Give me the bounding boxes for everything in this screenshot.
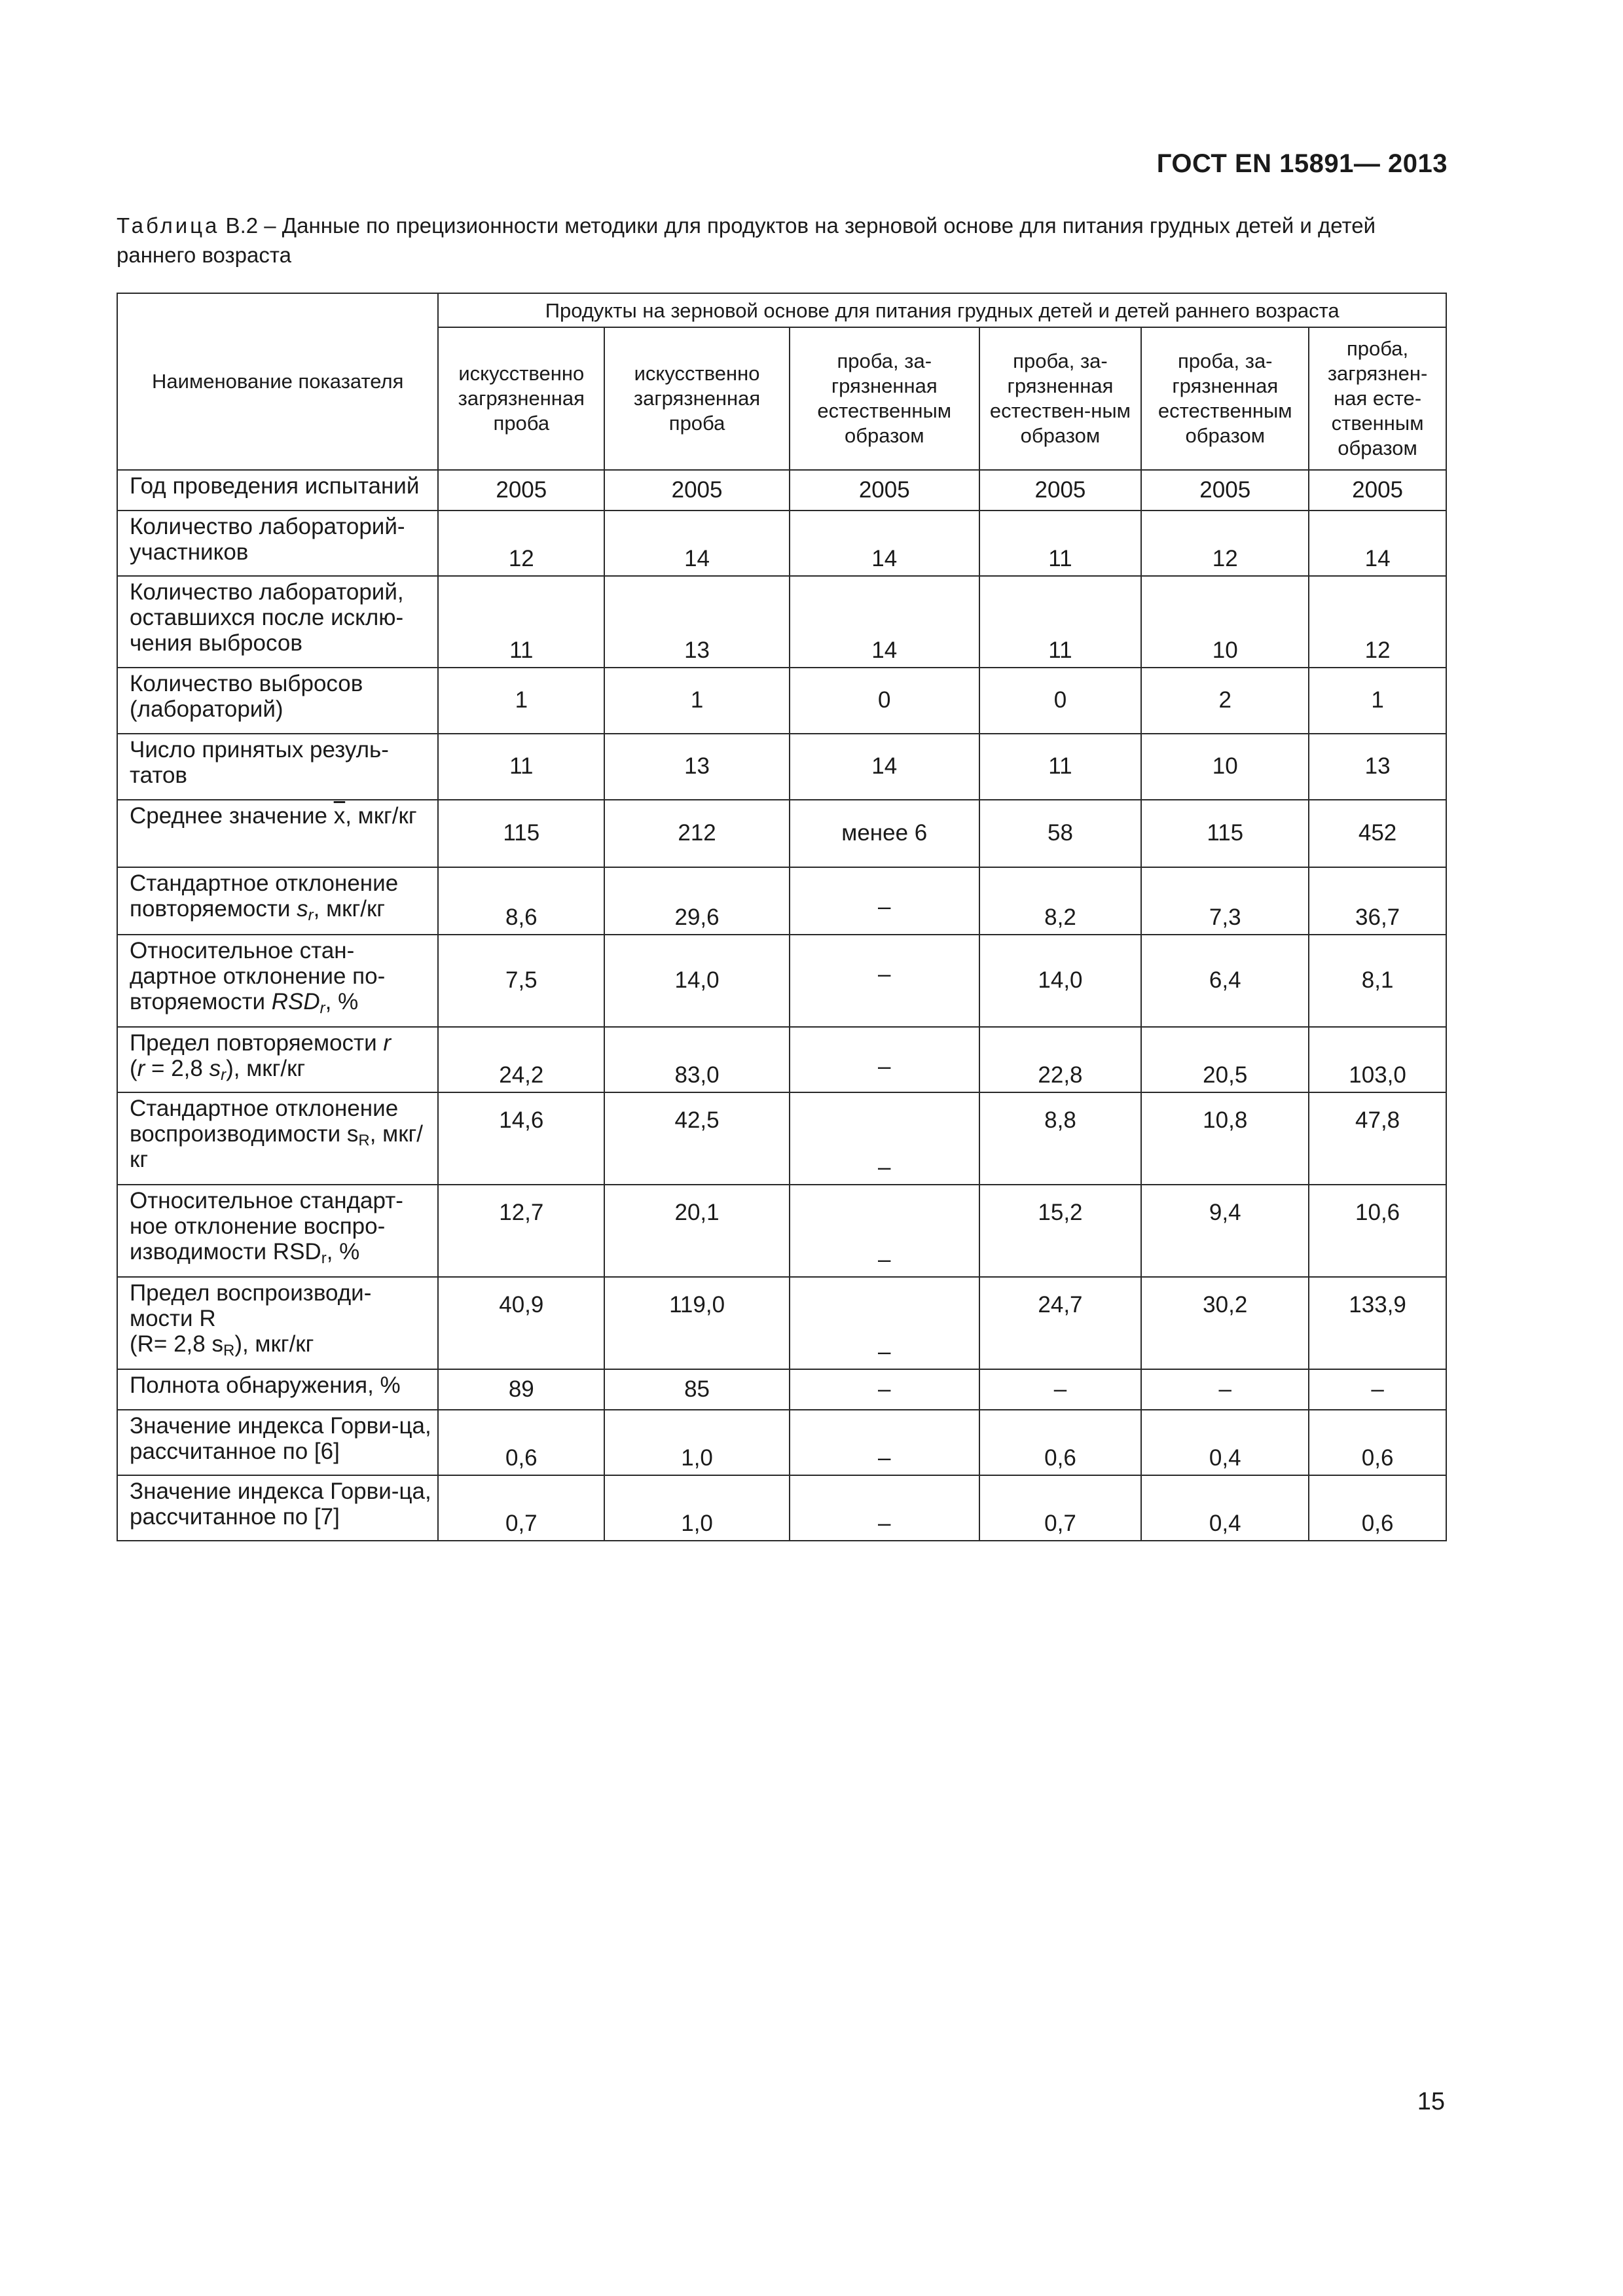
table-row [117,734,1446,800]
product-group-header: Продукты на зерновой основе для питания грудных детей и детей раннего возраста [438,293,1446,327]
table-cell: 85 [604,1369,790,1410]
caption-number: В.2 [219,213,264,238]
precision-data-table [117,293,1447,1541]
page-number: 15 [1417,2088,1445,2115]
table-cell: 14 [790,576,979,668]
table-cell: 0,7 [438,1475,604,1541]
table-row [117,511,1446,576]
table-cell: 0,6 [1309,1475,1446,1541]
table-cell: 11 [979,511,1142,576]
table-cell: 58 [979,800,1142,867]
table-cell: 14 [790,734,979,800]
table-cell: 9,4 [1141,1185,1309,1277]
row-label: Количество выбросов (лабораторий) [117,668,438,734]
table-cell: – [790,867,979,935]
table-cell: 29,6 [604,867,790,935]
table-cell: 8,2 [979,867,1142,935]
row-label: Полнота обнаружения, % [117,1369,438,1410]
table-cell: 12,7 [438,1185,604,1277]
table-cell: 452 [1309,800,1446,867]
table-cell: 12 [1309,576,1446,668]
table-cell: 1,0 [604,1475,790,1541]
table-cell: – [790,1475,979,1541]
row-label: Количество лабораторий-участников [117,511,438,576]
table-cell: 13 [604,734,790,800]
table-cell: – [790,1277,979,1369]
table-row [117,470,1446,511]
table-cell: 8,1 [1309,935,1446,1027]
column-header-5: проба, за-грязненная естественным образом [1141,327,1309,470]
table-row [117,1092,1446,1185]
table-cell: 14,0 [604,935,790,1027]
table-cell: 10 [1141,734,1309,800]
column-header-2: искусственно загрязненная проба [604,327,790,470]
table-cell: 2005 [1309,470,1446,511]
row-label: Стандартное отклонение повторяемости $s_r$, мкг/кг [117,867,438,935]
table-cell: – [790,1410,979,1475]
row-label: Год проведения испытаний [117,470,438,511]
document-code: ГОСТ EN 15891— 2013 [1156,149,1448,178]
table-row [117,935,1446,1027]
table-cell: 47,8 [1309,1092,1446,1185]
table-cell: 2005 [979,470,1142,511]
row-label: Относительное стандарт-ное отклонение воспро-изводимости $RSD_r$, % [117,1185,438,1277]
column-header-3: проба, за-грязненная естественным образом [790,327,979,470]
table-cell: 1 [1309,668,1446,734]
table-row [117,668,1446,734]
table-cell: 15,2 [979,1185,1142,1277]
table-cell: 20,1 [604,1185,790,1277]
table-cell: 10,6 [1309,1185,1446,1277]
table-cell: 1,0 [604,1410,790,1475]
table-cell: 40,9 [438,1277,604,1369]
table-cell: 30,2 [1141,1277,1309,1369]
table-row [117,1185,1446,1277]
table-cell: 14 [604,511,790,576]
row-label: Количество лабораторий, оставшихся после исклю-чения выбросов [117,576,438,668]
table-cell: 12 [1141,511,1309,576]
table-row [117,1410,1446,1475]
mean-x-symbol: $\overline{x}$ [333,803,346,829]
table-cell: 2005 [438,470,604,511]
table-cell: 24,2 [438,1027,604,1092]
table-row [117,1277,1446,1369]
table-cell: 22,8 [979,1027,1142,1092]
table-cell: 2 [1141,668,1309,734]
table-row [117,1369,1446,1410]
table-cell: 212 [604,800,790,867]
table-cell: 0,6 [438,1410,604,1475]
table-cell: 8,8 [979,1092,1142,1185]
table-cell: – [790,1092,979,1185]
table-cell: 10 [1141,576,1309,668]
table-cell: 7,5 [438,935,604,1027]
row-label: Значение индекса Горви-ца, рассчитанное по [6] [117,1410,438,1475]
table-cell: 20,5 [1141,1027,1309,1092]
table-cell: 0 [790,668,979,734]
caption-label: Таблица [117,213,220,238]
table-cell: 119,0 [604,1277,790,1369]
table-cell: 2005 [1141,470,1309,511]
row-label: Значение индекса Горви-ца, рассчитанное по [7] [117,1475,438,1541]
table-cell: 103,0 [1309,1027,1446,1092]
table-cell: 14,6 [438,1092,604,1185]
row-label: Предел повторяемости r (r = 2,8 $s_r$), мкг/кг [117,1027,438,1092]
table-cell: 2005 [790,470,979,511]
table-cell: 11 [438,734,604,800]
table-header-row [117,293,1446,327]
table-caption [117,211,1446,270]
table-row [117,1027,1446,1092]
caption-text: – Данные по прецизионности методики для продуктов на зерновой основе для питания грудных детей и детей раннего возраста [117,213,1376,267]
table-cell: – [790,1369,979,1410]
table-cell: – [790,935,979,1027]
table-cell: 2005 [604,470,790,511]
table-cell: – [790,1185,979,1277]
table-cell: 133,9 [1309,1277,1446,1369]
table-cell: 42,5 [604,1092,790,1185]
column-header-1: искусственно загрязненная проба [438,327,604,470]
table-cell: 0,4 [1141,1475,1309,1541]
table-row [117,576,1446,668]
table-cell: 0,6 [1309,1410,1446,1475]
row-label: Относительное стан-дартное отклонение по-вторяемости $RSD_r$, % [117,935,438,1027]
table-cell: 83,0 [604,1027,790,1092]
table-row [117,800,1446,867]
indicator-name-header: Наименование показателя [117,293,438,470]
table-cell: 14 [790,511,979,576]
table-cell: 14 [1309,511,1446,576]
table-cell: 0,7 [979,1475,1142,1541]
table-cell: 11 [979,576,1142,668]
table-cell: 115 [1141,800,1309,867]
column-header-6: проба, загрязнен-ная есте-ственным образом [1309,327,1446,470]
table-cell: – [1141,1369,1309,1410]
table-cell: 7,3 [1141,867,1309,935]
table-cell: 14,0 [979,935,1142,1027]
table-cell: 11 [979,734,1142,800]
table-cell: 1 [604,668,790,734]
table-cell: 0,6 [979,1410,1142,1475]
table-cell: 36,7 [1309,867,1446,935]
row-label: Предел воспроизводи-мости R (R= 2,8 $s_R$), мкг/кг [117,1277,438,1369]
table-cell: 24,7 [979,1277,1142,1369]
table-cell: 0 [979,668,1142,734]
table-cell: – [790,1027,979,1092]
table-cell: 13 [1309,734,1446,800]
table-cell: 12 [438,511,604,576]
table-row [117,867,1446,935]
column-header-4: проба, за-грязненная естествен-ным образом [979,327,1142,470]
table-cell: 6,4 [1141,935,1309,1027]
row-label: Стандартное отклонение воспроизводимости $s_R$, мкг/кг [117,1092,438,1185]
table-cell: 0,4 [1141,1410,1309,1475]
row-label: Число принятых резуль-татов [117,734,438,800]
table-cell: 13 [604,576,790,668]
table-cell: 8,6 [438,867,604,935]
row-label: Среднее значение $\overline{x}$, мкг/кг [117,800,438,867]
table-cell: – [979,1369,1142,1410]
table-cell: 1 [438,668,604,734]
table-cell: 89 [438,1369,604,1410]
table-cell: менее 6 [790,800,979,867]
table-row [117,1475,1446,1541]
table-cell: – [1309,1369,1446,1410]
table-cell: 10,8 [1141,1092,1309,1185]
table-cell: 11 [438,576,604,668]
table-cell: 115 [438,800,604,867]
